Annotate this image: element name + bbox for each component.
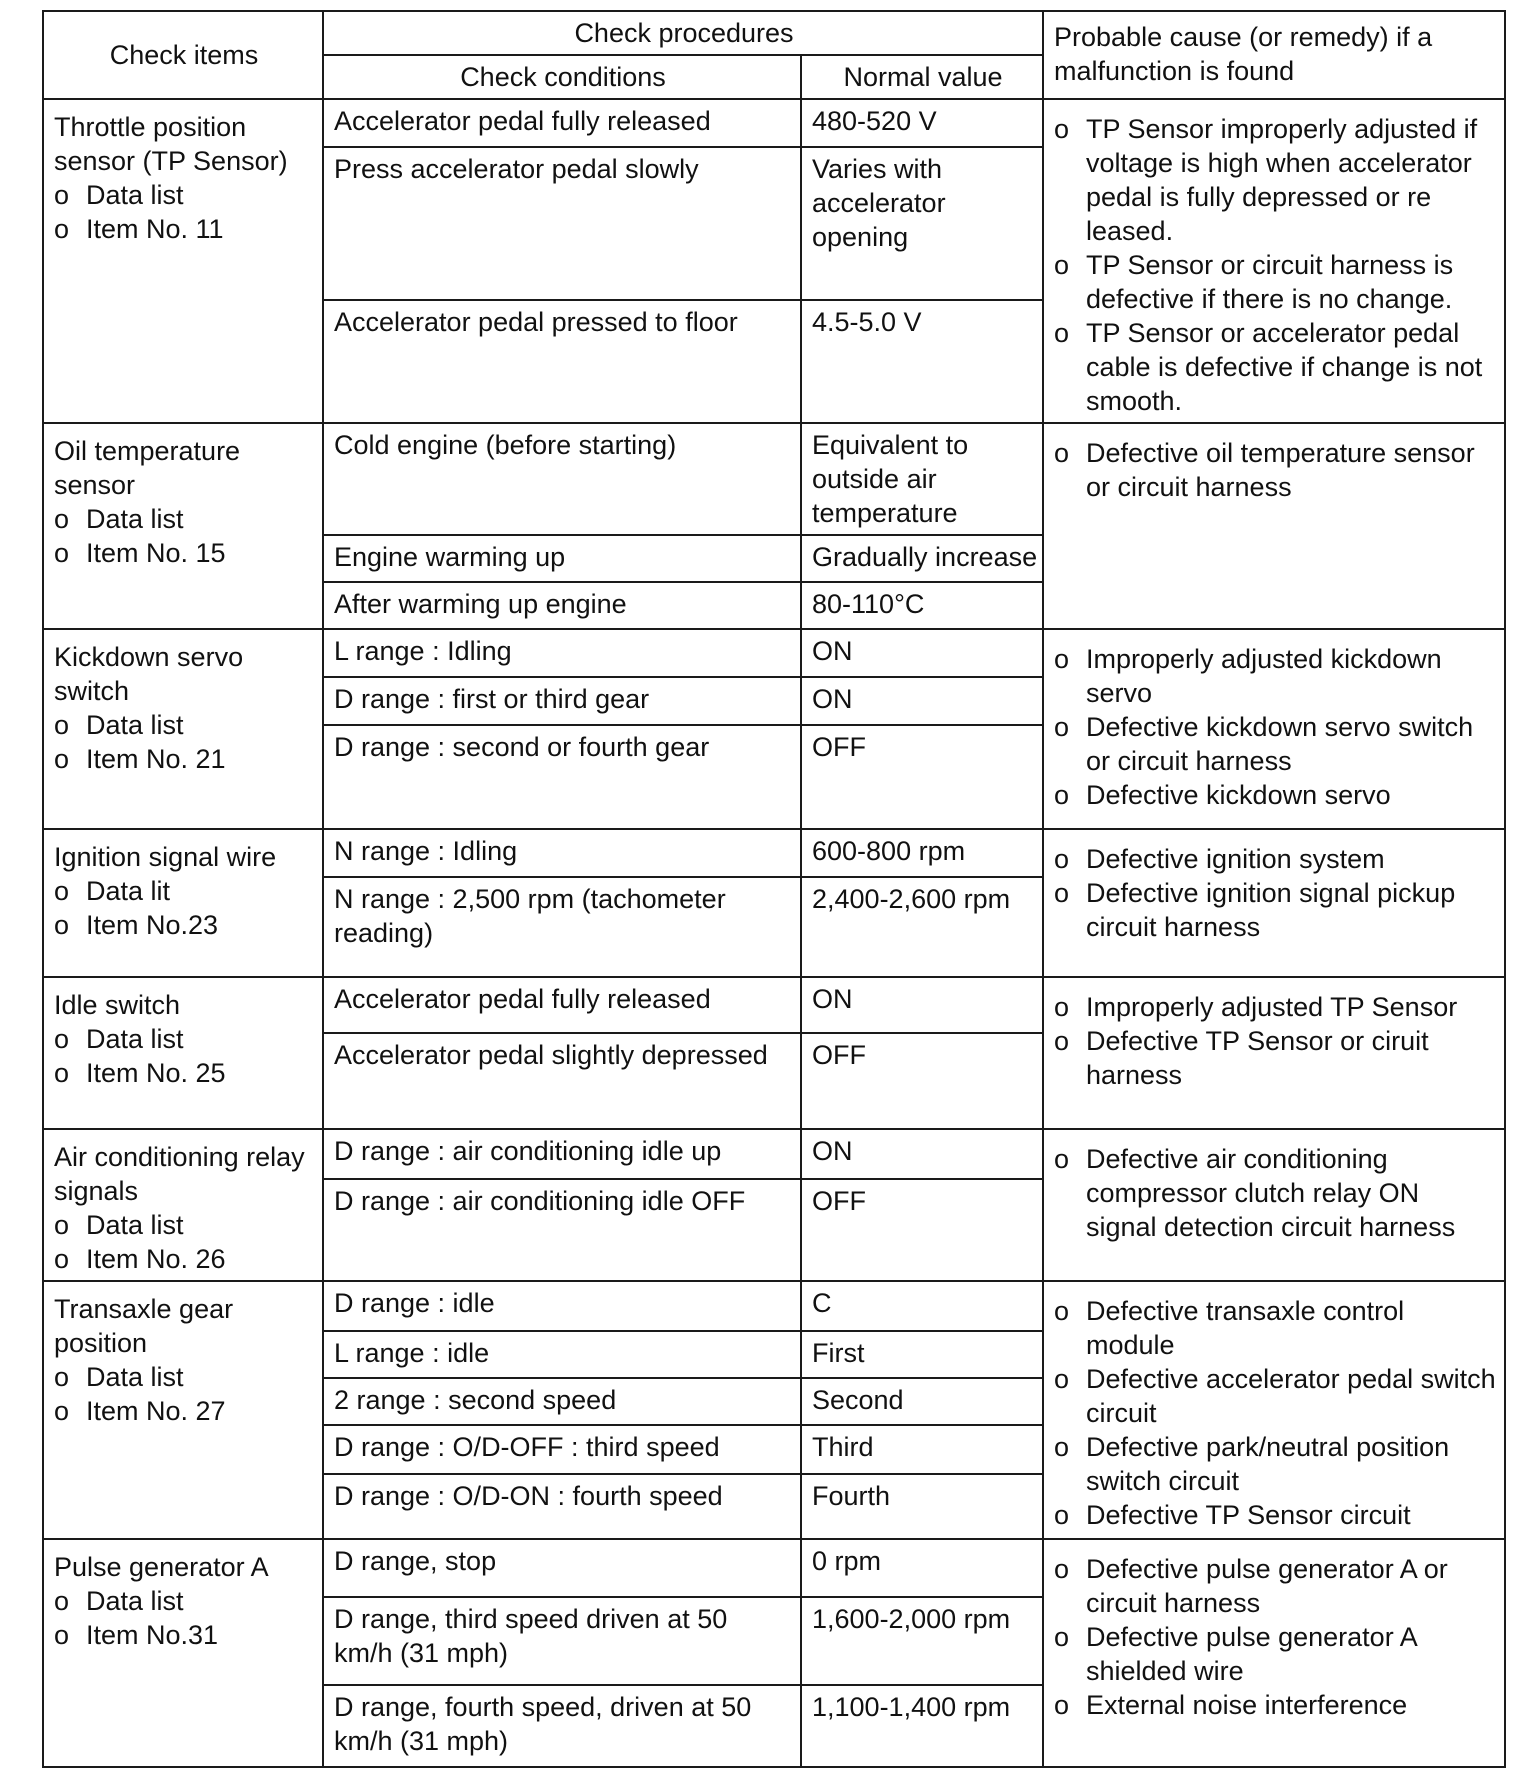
bullet-marker: o [1054,712,1070,742]
normal-value-cell: 4.5-5.0 V [801,300,1043,423]
check-item-cell [43,829,323,977]
cause-list [1054,112,1496,418]
check-item-bullet [54,212,314,246]
bullet-marker: o [1054,1554,1070,1584]
check-item-title: Kickdown servo switch [54,642,244,706]
header-probable-cause: Probable cause (or remedy) if a malfunction is found [1043,11,1505,99]
normal-value-cell: Fourth [801,1474,1043,1539]
check-item-cell [43,423,323,629]
check-condition-cell: Cold engine (before starting) [323,423,801,535]
normal-value-cell: OFF [801,1033,1043,1129]
probable-cause-cell [1043,977,1505,1129]
check-item-cell [43,629,323,829]
cause-item [1054,842,1496,876]
bullet-marker: o [54,214,70,244]
check-item-cell [43,1129,323,1281]
normal-value-cell: Third [801,1425,1043,1474]
normal-value-cell: Second [801,1378,1043,1425]
cause-item-text: Defective kickdown servo switch or circuit harness [1086,712,1474,776]
table-row [43,829,1505,877]
check-item-bullet [54,502,314,536]
diagnosis-table [42,10,1506,1768]
cause-item [1054,1430,1496,1498]
cause-list [1054,642,1496,812]
check-condition-cell: Accelerator pedal pressed to floor [323,300,801,423]
bullet-marker: o [1054,1690,1070,1720]
bullet-marker: o [54,876,70,906]
normal-value-cell: 80-110°C [801,582,1043,629]
check-item-cell [43,1539,323,1767]
bullet-marker: o [1054,644,1070,674]
cause-item-text: Defective transaxle control module [1086,1296,1405,1360]
check-item-bullet-text: Item No. 15 [86,538,226,568]
cause-item [1054,1552,1496,1620]
table-header [43,11,1505,99]
check-item-bullet-text: Data list [86,710,184,740]
table-row [43,1129,1505,1179]
check-item-bullet [54,1242,314,1276]
bullet-marker: o [1054,250,1070,280]
bullet-marker: o [54,1244,70,1274]
cause-item-text: Defective kickdown servo [1086,780,1391,810]
normal-value-cell: OFF [801,725,1043,829]
cause-item [1054,710,1496,778]
check-condition-cell: D range : air conditioning idle up [323,1129,801,1179]
check-item-title: Idle switch [54,990,181,1020]
check-item-bullet [54,178,314,212]
check-item-bullet [54,536,314,570]
cause-list [1054,1552,1496,1722]
normal-value-cell: 2,400-2,600 rpm [801,877,1043,977]
check-condition-cell: L range : Idling [323,629,801,677]
cause-item [1054,1688,1496,1722]
bullet-marker: o [54,1620,70,1650]
normal-value-cell: C [801,1281,1043,1331]
bullet-marker: o [1054,844,1070,874]
normal-value-cell: ON [801,1129,1043,1179]
check-item-bullet [54,908,314,942]
check-condition-cell: After warming up engine [323,582,801,629]
check-condition-cell: D range : idle [323,1281,801,1331]
check-condition-cell: Engine warming up [323,535,801,582]
header-check-conditions: Check conditions [323,55,801,99]
check-item-title: Oil temperature sensor [54,436,241,500]
table-row [43,629,1505,677]
check-item-bullet-text: Data lit [86,876,171,906]
bullet-marker: o [1054,438,1070,468]
probable-cause-cell [1043,629,1505,829]
cause-item [1054,316,1496,418]
check-condition-cell: N range : 2,500 rpm (tachometer reading) [323,877,801,977]
normal-value-cell: ON [801,977,1043,1033]
check-condition-cell: D range, fourth speed, driven at 50 km/h (31 mph) [323,1685,801,1767]
cause-item-text: Defective TP Sensor circuit [1086,1500,1411,1530]
check-item-bullet-text: Data list [86,1586,184,1616]
cause-item [1054,1362,1496,1430]
check-condition-cell: D range : O/D-ON : fourth speed [323,1474,801,1539]
check-condition-cell: D range, stop [323,1539,801,1597]
normal-value-cell: 600-800 rpm [801,829,1043,877]
cause-item [1054,778,1496,812]
table-row [43,1281,1505,1331]
normal-value-cell: 1,100-1,400 rpm [801,1685,1043,1767]
probable-cause-cell [1043,1129,1505,1281]
check-condition-cell: 2 range : second speed [323,1378,801,1425]
cause-list [1054,842,1496,944]
check-item-bullet-text: Data list [86,504,184,534]
bullet-marker: o [54,1586,70,1616]
check-condition-cell: D range : first or third gear [323,677,801,725]
bullet-marker: o [1054,1144,1070,1174]
bullet-marker: o [1054,780,1070,810]
bullet-marker: o [1054,878,1070,908]
check-condition-cell: Accelerator pedal slightly depressed [323,1033,801,1129]
check-item-bullet [54,1022,314,1056]
check-condition-cell: Accelerator pedal fully released [323,977,801,1033]
bullet-marker: o [54,1210,70,1240]
check-item-bullet [54,874,314,908]
table-row [43,1539,1505,1597]
probable-cause-cell [1043,1281,1505,1539]
bullet-marker: o [1054,114,1070,144]
bullet-marker: o [54,1362,70,1392]
cause-list [1054,436,1496,504]
cause-item-text: Defective park/neutral position switch circuit [1086,1432,1450,1496]
cause-item [1054,436,1496,504]
cause-item [1054,1498,1496,1532]
cause-item [1054,990,1496,1024]
cause-item-text: Improperly adjusted kickdown servo [1086,644,1442,708]
check-item-bullet-text: Data list [86,1362,184,1392]
normal-value-cell: 1,600-2,000 rpm [801,1597,1043,1685]
cause-list [1054,1142,1496,1244]
check-item-bullet [54,1208,314,1242]
cause-item-text: Defective air conditioning compressor clutch relay ON signal detection circuit harness [1086,1144,1456,1242]
cause-item-text: Defective pulse generator A or circuit harness [1086,1554,1448,1618]
bullet-marker: o [54,910,70,940]
table-row [43,99,1505,147]
check-condition-cell: Accelerator pedal fully released [323,99,801,147]
check-item-bullet [54,1394,314,1428]
cause-item-text: Improperly adjusted TP Sensor [1086,992,1458,1022]
bullet-marker: o [1054,1026,1070,1056]
check-condition-cell: Press accelerator pedal slowly [323,147,801,300]
normal-value-cell: Equivalent to outside air temperature [801,423,1043,535]
cause-item-text: Defective accelerator pedal switch circuit [1086,1364,1496,1428]
probable-cause-cell [1043,423,1505,629]
check-condition-cell: D range : second or fourth gear [323,725,801,829]
check-item-bullet-text: Data list [86,1024,184,1054]
check-item-bullet [54,742,314,776]
check-condition-cell: D range, third speed driven at 50 km/h (31 mph) [323,1597,801,1685]
normal-value-cell: First [801,1331,1043,1378]
cause-item-text: TP Sensor or accelerator pedal cable is defective if change is not smooth. [1086,318,1483,416]
normal-value-cell: Gradually increase [801,535,1043,582]
bullet-marker: o [54,180,70,210]
bullet-marker: o [1054,318,1070,348]
cause-item [1054,1294,1496,1362]
header-check-procedures: Check procedures [323,11,1043,55]
cause-item [1054,112,1496,248]
probable-cause-cell [1043,829,1505,977]
header-check-items: Check items [43,11,323,99]
bullet-marker: o [1054,1296,1070,1326]
normal-value-cell: Varies with accelerator opening [801,147,1043,300]
bullet-marker: o [54,538,70,568]
table-body [43,99,1505,1767]
check-item-title: Transaxle gear position [54,1294,234,1358]
bullet-marker: o [1054,1622,1070,1652]
cause-item-text: Defective ignition system [1086,844,1385,874]
check-item-bullet-text: Item No. 11 [86,214,224,244]
cause-item [1054,248,1496,316]
check-item-title: Ignition signal wire [54,842,277,872]
bullet-marker: o [54,504,70,534]
bullet-marker: o [1054,1432,1070,1462]
cause-item [1054,1620,1496,1688]
normal-value-cell: ON [801,629,1043,677]
check-condition-cell: D range : O/D-OFF : third speed [323,1425,801,1474]
bullet-marker: o [54,1396,70,1426]
check-item-bullet [54,1056,314,1090]
check-condition-cell: D range : air conditioning idle OFF [323,1179,801,1281]
probable-cause-cell [1043,99,1505,423]
cause-list [1054,1294,1496,1532]
bullet-marker: o [54,1058,70,1088]
check-item-bullet [54,1618,314,1652]
bullet-marker: o [54,1024,70,1054]
bullet-marker: o [1054,1500,1070,1530]
normal-value-cell: ON [801,677,1043,725]
check-item-bullet-text: Data list [86,1210,184,1240]
check-condition-cell: L range : idle [323,1331,801,1378]
check-item-title: Air conditioning relay signals [54,1142,305,1206]
cause-item [1054,642,1496,710]
normal-value-cell: 0 rpm [801,1539,1043,1597]
probable-cause-cell [1043,1539,1505,1767]
check-item-cell [43,1281,323,1539]
cause-item-text: Defective pulse generator A shielded wire [1086,1622,1417,1686]
check-item-title: Pulse generator A [54,1552,269,1582]
check-item-bullet-text: Item No. 26 [86,1244,226,1274]
check-item-bullet [54,1584,314,1618]
cause-list [1054,990,1496,1092]
check-item-bullet-text: Item No.31 [86,1620,219,1650]
check-item-bullet-text: Item No. 25 [86,1058,226,1088]
check-item-cell [43,99,323,423]
check-item-bullet-text: Item No. 27 [86,1396,226,1426]
check-condition-cell: N range : Idling [323,829,801,877]
check-item-bullet-text: Item No. 21 [86,744,226,774]
check-item-bullet-text: Item No.23 [86,910,219,940]
cause-item-text: Defective TP Sensor or ciruit harness [1086,1026,1429,1090]
cause-item-text: TP Sensor or circuit harness is defective if there is no change. [1086,250,1454,314]
cause-item-text: TP Sensor improperly adjusted if voltage is high when accelerator pedal is fully depressed or re leased. [1086,114,1478,246]
check-item-cell [43,977,323,1129]
cause-item-text: External noise interference [1086,1690,1408,1720]
table-row [43,977,1505,1033]
check-item-title: Throttle position sensor (TP Sensor) [54,112,288,176]
table-row [43,423,1505,535]
bullet-marker: o [54,710,70,740]
cause-item [1054,1142,1496,1244]
cause-item [1054,876,1496,944]
cause-item-text: Defective ignition signal pickup circuit harness [1086,878,1456,942]
check-item-bullet [54,708,314,742]
bullet-marker: o [1054,992,1070,1022]
normal-value-cell: OFF [801,1179,1043,1281]
check-item-bullet-text: Data list [86,180,184,210]
normal-value-cell: 480-520 V [801,99,1043,147]
bullet-marker: o [1054,1364,1070,1394]
cause-item-text: Defective oil temperature sensor or circuit harness [1086,438,1475,502]
header-normal-value: Normal value [801,55,1043,99]
bullet-marker: o [54,744,70,774]
check-item-bullet [54,1360,314,1394]
cause-item [1054,1024,1496,1092]
